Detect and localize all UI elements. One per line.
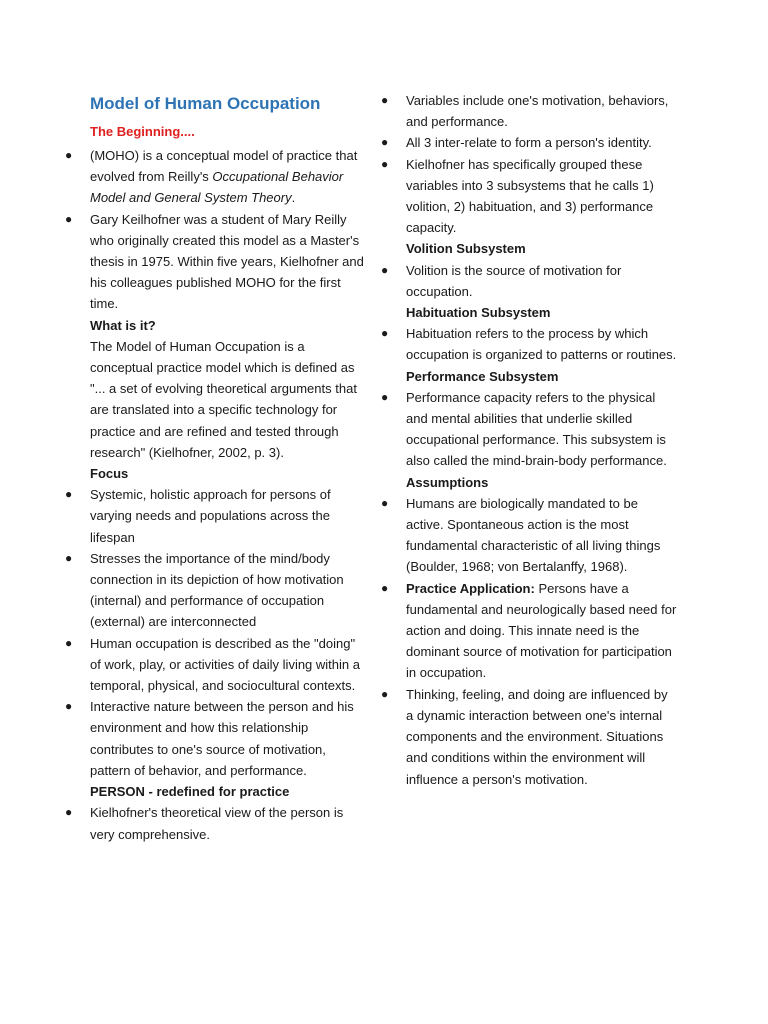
list-item-text: Interactive nature between the person and his environment and how this relationship contributes to one's source of motivation, pattern of behavior, and performance. [90,699,354,778]
intro-bullet-list [62,145,368,315]
list-item [378,493,678,578]
bullet-icon: ● [381,326,389,341]
bullet-icon: ● [381,495,389,510]
bullet-icon: ● [65,550,73,565]
bullet-icon: ● [381,262,389,277]
list-item [378,684,678,790]
list-item [62,548,368,633]
list-item-text-post: . [291,190,296,206]
list-item [62,484,368,548]
list-item-text-post: Persons have a fundamental and neurologically based need for action and doing. This innate need is the dominant source of motivation for participation in occupation. [406,580,677,681]
list-item [378,260,678,302]
list-item [62,696,368,781]
assumptions-bullet-list [378,493,678,790]
list-item [378,323,678,365]
volition-bullet-list [378,260,678,302]
list-item [62,802,368,844]
heading-assumptions: Assumptions [406,474,489,490]
list-item-text: All 3 inter-relate to form a person's identity. [406,135,652,151]
list-item [378,90,678,132]
heading-what-is-it: What is it? [90,317,156,333]
list-item [378,578,678,684]
list-item [62,209,368,315]
list-item-text: Human occupation is described as the "doing" of work, play, or activities of daily living within a temporal, physical, and sociocultural contexts. [90,635,360,694]
habituation-bullet-list [378,323,678,365]
list-item-text: Systemic, holistic approach for persons of varying needs and populations across the lifespan [90,487,331,545]
list-item-text: Volition is the source of motivation for occupation. [406,262,622,299]
left-column [62,90,368,845]
heading-volition: Volition Subsystem [406,241,526,257]
heading-person: PERSON - redefined for practice [90,784,290,800]
list-item [378,154,678,239]
list-item [378,387,678,472]
list-item-text: Performance capacity refers to the physical and mental abilities that underlie skilled occupational performance. This subsystem is also called the mind-brain-body performance. [406,389,667,469]
list-item-text-italic: Occupational Behavior Model and General System Theory [90,169,344,206]
bullet-icon: ● [65,805,73,820]
bullet-icon: ● [381,135,389,150]
list-item-text: Habituation refers to the process by which occupation is organized to patterns or routines. [406,326,677,363]
list-item-text-pre: (MOHO) is a conceptual model of practice that evolved from Reilly's [90,148,358,185]
bullet-icon: ● [381,686,389,701]
bullet-icon: ● [65,635,73,650]
list-item-text: Variables include one's motivation, behaviors, and performance. [406,93,669,130]
heading-focus: Focus [90,466,129,482]
list-item-text: Thinking, feeling, and doing are influenced by a dynamic interaction between one's internal components and the environment. Situations and conditions within the environment will influence a person's motivation. [406,686,668,787]
list-item [378,132,678,153]
performance-bullet-list [378,387,678,472]
section-subtitle-beginning: The Beginning.... [90,124,195,139]
right-column [378,90,678,790]
bullet-icon: ● [65,699,73,714]
list-item [62,145,368,209]
paragraph-what-is-it: The Model of Human Occupation is a conceptual practice model which is defined as "... a set of evolving theoretical arguments that are translated into a specific technology for practice and are refined and tested through research" (Kielhofner, 2002, p. 3). [90,338,357,460]
list-item-text-bold: Practice Application: [406,580,535,596]
variables-bullet-list [378,90,678,238]
bullet-icon: ● [65,211,73,226]
document-title: Model of Human Occupation [90,94,321,113]
bullet-icon: ● [381,93,389,107]
focus-bullet-list [62,484,368,781]
heading-habituation: Habituation Subsystem [406,305,551,321]
bullet-icon: ● [381,580,389,595]
bullet-icon: ● [381,389,389,404]
heading-performance: Performance Subsystem [406,368,559,384]
list-item-text: Gary Keilhofner was a student of Mary Reilly who originally created this model as a Master's thesis in 1975. Within five years, Kielhofner and his colleagues published MOHO for the first time. [90,211,364,312]
bullet-icon: ● [65,148,73,162]
list-item-text: Kielhofner's theoretical view of the person is very comprehensive. [90,805,344,842]
list-item-text: Kielhofner has specifically grouped these variables into 3 subsystems that he calls 1) volition, 2) habituation, and 3) performance capacity. [406,156,654,236]
person-bullet-list [62,802,368,844]
bullet-icon: ● [381,156,389,171]
list-item-text: Stresses the importance of the mind/body connection in its depiction of how motivation (internal) and performance of occupation (external) are interconnected [90,550,344,630]
bullet-icon: ● [65,487,73,502]
list-item [62,633,368,697]
list-item-text: Humans are biologically mandated to be active. Spontaneous action is the most fundamental characteristic of all living things (Boulder, 1968; von Bertalanffy, 1968). [406,495,661,575]
